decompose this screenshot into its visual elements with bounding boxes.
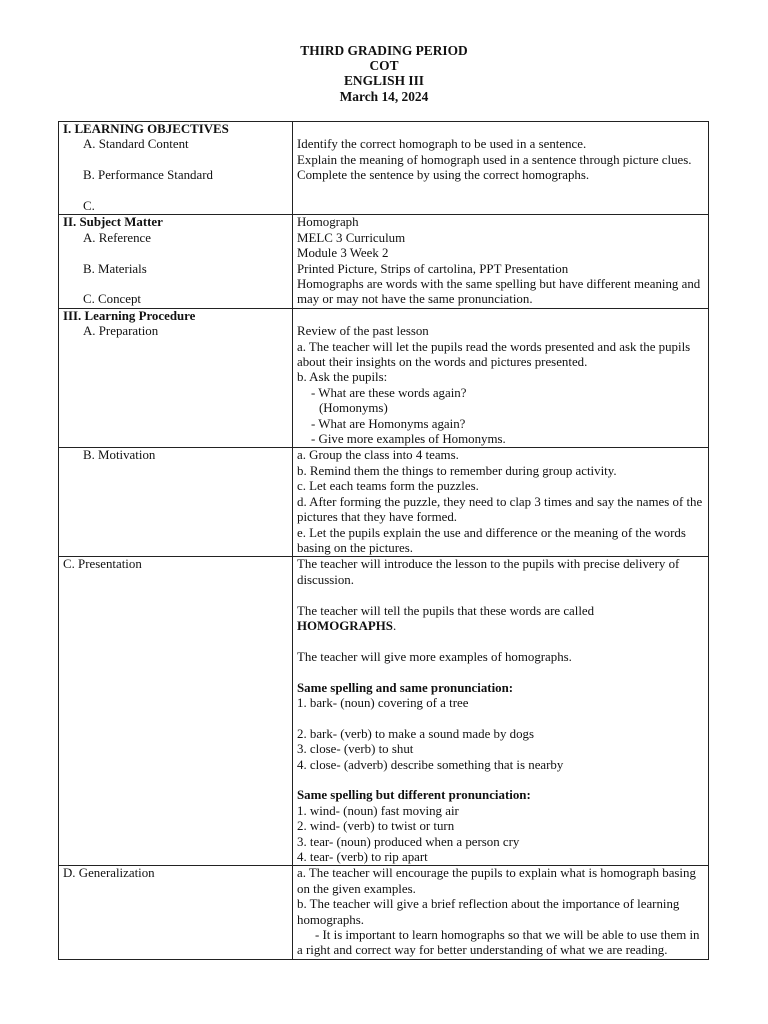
different-pronunciation-heading: Same spelling but different pronunciation:	[297, 788, 531, 803]
preparation-review: Review of the past lesson	[297, 324, 429, 339]
objective-c-label: C.	[83, 199, 95, 213]
generalization-item-b: b. The teacher will give a brief reflection about the importance of learning homographs.	[297, 897, 680, 927]
presentation-tell: The teacher will tell the pupils that these words are called	[297, 603, 595, 618]
preparation-item-a: a. The teacher will let the pupils read the words presented and ask the pupils about their insights on the words and pictures presented.	[297, 339, 691, 370]
performance-standard-label: B. Performance Standard	[83, 168, 213, 183]
preparation-question-3: - Give more examples of Homonyms.	[311, 432, 506, 447]
subject-concept: Homographs are words with the same spelling but have different meaning and may or may not have the same pronunciation.	[297, 277, 701, 307]
same-pronunciation-item: 1. bark- (noun) covering of a tree	[297, 695, 469, 710]
motivation-label: B. Motivation	[83, 448, 156, 463]
preparation-question-1: - What are these words again?	[311, 385, 467, 400]
subject-heading: II. Subject Matter	[63, 215, 163, 230]
objectives-heading: I. LEARNING OBJECTIVES	[63, 122, 229, 136]
subject-content-cell	[293, 215, 709, 308]
presentation-content-cell	[293, 557, 709, 866]
header-grading-period: THIRD GRADING PERIOD	[300, 43, 468, 58]
different-pronunciation-item: 3. tear- (noun) produced when a person cry	[297, 834, 520, 849]
table-row-motivation	[59, 448, 709, 557]
presentation-term: HOMOGRAPHS	[297, 618, 393, 633]
header-date: March 14, 2024	[339, 88, 429, 104]
table-row-preparation	[59, 308, 709, 448]
motivation-item: e. Let the pupils explain the use and difference or the meaning of the words basing on the pictures.	[297, 525, 686, 555]
motivation-item: b. Remind them the things to remember during group activity.	[297, 463, 617, 478]
motivation-label-cell	[59, 448, 293, 557]
presentation-label: C. Presentation	[63, 557, 142, 572]
table-row-presentation	[59, 557, 709, 866]
presentation-term-end: .	[392, 618, 397, 633]
preparation-label: A. Preparation	[83, 324, 159, 339]
presentation-label-cell	[59, 557, 293, 866]
presentation-intro: The teacher will introduce the lesson to the pupils with precise delivery of discussion.	[297, 557, 680, 587]
motivation-item: d. After forming the puzzle, they need to clap 3 times and say the names of the pictures that they have formed.	[297, 494, 703, 525]
same-pronunciation-item: 2. bark- (verb) to make a sound made by dogs	[297, 726, 534, 741]
presentation-term-line	[297, 619, 704, 634]
preparation-item-b: b. Ask the pupils:	[297, 370, 388, 385]
motivation-content-cell	[293, 448, 709, 557]
lesson-plan-table	[58, 121, 709, 960]
same-pronunciation-item: 3. close- (verb) to shut	[297, 742, 414, 757]
subject-module: Module 3 Week 2	[297, 246, 389, 261]
presentation-more: The teacher will give more examples of homographs.	[297, 649, 572, 664]
header-subject: ENGLISH III	[343, 73, 424, 89]
generalization-item-c: - It is important to learn homographs so that we will be able to use them in a right and correct way for better understanding of what we are reading.	[297, 928, 700, 958]
preparation-answer-1: (Homonyms)	[319, 401, 388, 416]
header-cot: COT	[369, 58, 399, 74]
generalization-label: D. Generalization	[63, 866, 155, 881]
objective-line-1: Identify the correct homograph to be used in a sentence.	[297, 137, 587, 152]
table-row-subject-matter	[59, 215, 709, 308]
objectives-label-cell	[59, 122, 293, 215]
subject-label-cell	[59, 215, 293, 308]
materials-label: B. Materials	[83, 261, 147, 276]
reference-label: A. Reference	[83, 230, 151, 245]
concept-label: C. Concept	[83, 292, 142, 307]
objective-line-2: Explain the meaning of homograph used in a sentence through picture clues.	[297, 152, 692, 167]
generalization-label-cell	[59, 866, 293, 959]
subject-topic: Homograph	[297, 215, 359, 230]
table-row-generalization	[59, 866, 709, 959]
generalization-content-cell	[293, 866, 709, 959]
different-pronunciation-item: 2. wind- (verb) to twist or turn	[297, 819, 455, 834]
different-pronunciation-item: 4. tear- (verb) to rip apart	[297, 849, 428, 864]
different-pronunciation-item: 1. wind- (noun) fast moving air	[297, 803, 459, 818]
objective-line-3: Complete the sentence by using the correct homographs.	[297, 168, 590, 183]
same-pronunciation-heading: Same spelling and same pronunciation:	[297, 680, 514, 695]
generalization-item-a: a. The teacher will encourage the pupils to explain what is homograph basing on the given examples.	[297, 866, 696, 896]
same-pronunciation-item: 4. close- (adverb) describe something that is nearby	[297, 757, 564, 772]
standard-content-label: A. Standard Content	[83, 137, 189, 152]
motivation-item: a. Group the class into 4 teams.	[297, 448, 459, 463]
motivation-item: c. Let each teams form the puzzles.	[297, 479, 479, 494]
subject-reference: MELC 3 Curriculum	[297, 230, 406, 245]
preparation-content-cell	[293, 308, 709, 448]
preparation-label-cell	[59, 308, 293, 448]
preparation-question-2: - What are Homonyms again?	[311, 416, 466, 431]
objectives-content-cell	[293, 122, 709, 215]
document-header	[0, 43, 768, 104]
subject-materials: Printed Picture, Strips of cartolina, PPT Presentation	[297, 261, 569, 276]
table-row-objectives	[59, 122, 709, 215]
procedure-heading: III. Learning Procedure	[63, 308, 196, 323]
